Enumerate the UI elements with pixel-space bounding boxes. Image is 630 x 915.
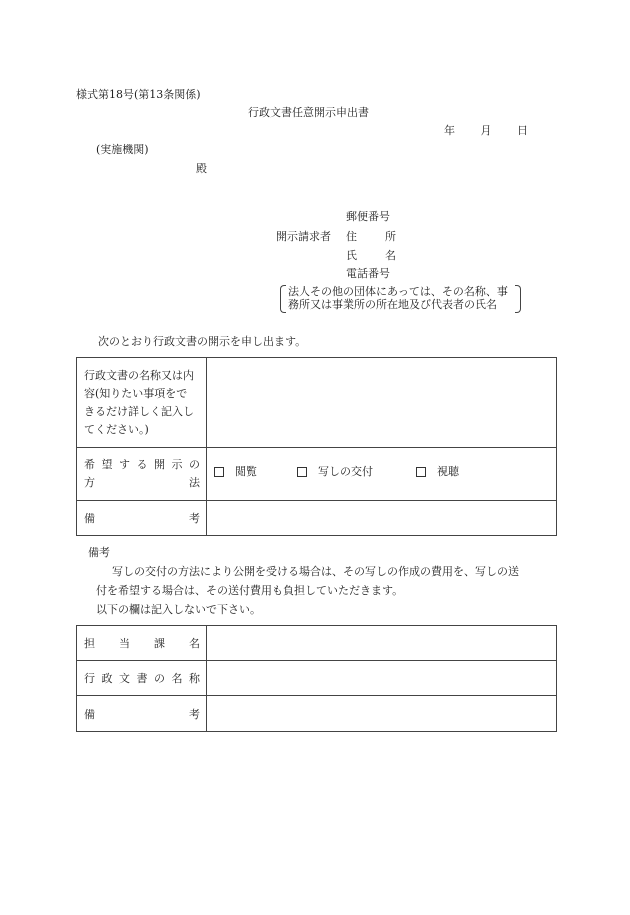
office-use-table xyxy=(76,625,557,732)
postal-code-label: 郵便番号 xyxy=(346,210,390,223)
checkbox-audiovisual-icon[interactable] xyxy=(416,467,426,477)
remarks-input-cell[interactable] xyxy=(207,501,557,536)
bracket-right xyxy=(515,285,521,313)
corporate-note-line2: 務所又は事業所の所在地及び代表者の氏名 xyxy=(288,298,497,311)
name-label: 氏 名 xyxy=(346,249,396,262)
date-month: 月 xyxy=(480,124,492,137)
checkbox-view-icon[interactable] xyxy=(214,467,224,477)
option-copy[interactable]: 写しの交付 xyxy=(297,465,373,479)
doc-name-label-cell: 行 政 文 書 の 名 称 xyxy=(77,661,207,696)
notes-line2: 付を希望する場合は、その送付費用も負担していただきます。 xyxy=(96,584,404,597)
checkbox-copy-icon[interactable] xyxy=(297,467,307,477)
dono-label: 殿 xyxy=(196,162,207,175)
form-title: 行政文書任意開示申出書 xyxy=(248,106,369,119)
date-day: 日 xyxy=(517,124,528,137)
notes-body xyxy=(96,562,556,619)
notes-heading: 備考 xyxy=(88,546,110,559)
form-number: 様式第18号(第13条関係) xyxy=(76,88,201,101)
option-view[interactable]: 閲覧 xyxy=(214,465,257,479)
method-label-cell: 希 望 す る 開 示 の 方 法 xyxy=(77,448,207,501)
date-line xyxy=(444,124,528,138)
corporate-note-line1: 法人その他の団体にあっては、その名称、事 xyxy=(288,285,508,298)
notes-line1: 写しの交付の方法により公開を受ける場合は、その写しの作成の費用を、写しの送 xyxy=(112,565,519,578)
applicant-label: 開示請求者 xyxy=(276,230,331,243)
office-remarks-input-cell[interactable] xyxy=(207,696,557,732)
office-remarks-row xyxy=(77,696,557,732)
bracket-left xyxy=(280,285,286,313)
section-label-cell: 担 当 課 名 xyxy=(77,626,207,661)
agency-label: (実施機関) xyxy=(96,143,149,156)
option-audiovisual[interactable]: 視聴 xyxy=(416,465,459,479)
method-options-cell xyxy=(207,448,557,501)
office-remarks-label-cell: 備 考 xyxy=(77,696,207,732)
document-input-cell[interactable] xyxy=(207,358,557,448)
doc-name-row xyxy=(77,661,557,696)
request-table xyxy=(76,357,557,536)
method-row xyxy=(77,448,557,501)
phone-label: 電話番号 xyxy=(346,267,390,280)
document-label-cell: 行政文書の名称又は内 容(知りたい事項をで きるだけ詳しく記入し てください。) xyxy=(77,358,207,448)
document-row xyxy=(77,358,557,448)
date-year: 年 xyxy=(444,124,455,137)
intro-text: 次のとおり行政文書の開示を申し出ます。 xyxy=(98,335,307,348)
notes-line3: 以下の欄は記入しないで下さい。 xyxy=(96,603,261,616)
doc-name-input-cell[interactable] xyxy=(207,661,557,696)
section-input-cell[interactable] xyxy=(207,626,557,661)
remarks-row xyxy=(77,501,557,536)
remarks-label-cell: 備 考 xyxy=(77,501,207,536)
section-row xyxy=(77,626,557,661)
address-label: 住 所 xyxy=(346,230,396,243)
corporate-note xyxy=(288,285,508,311)
